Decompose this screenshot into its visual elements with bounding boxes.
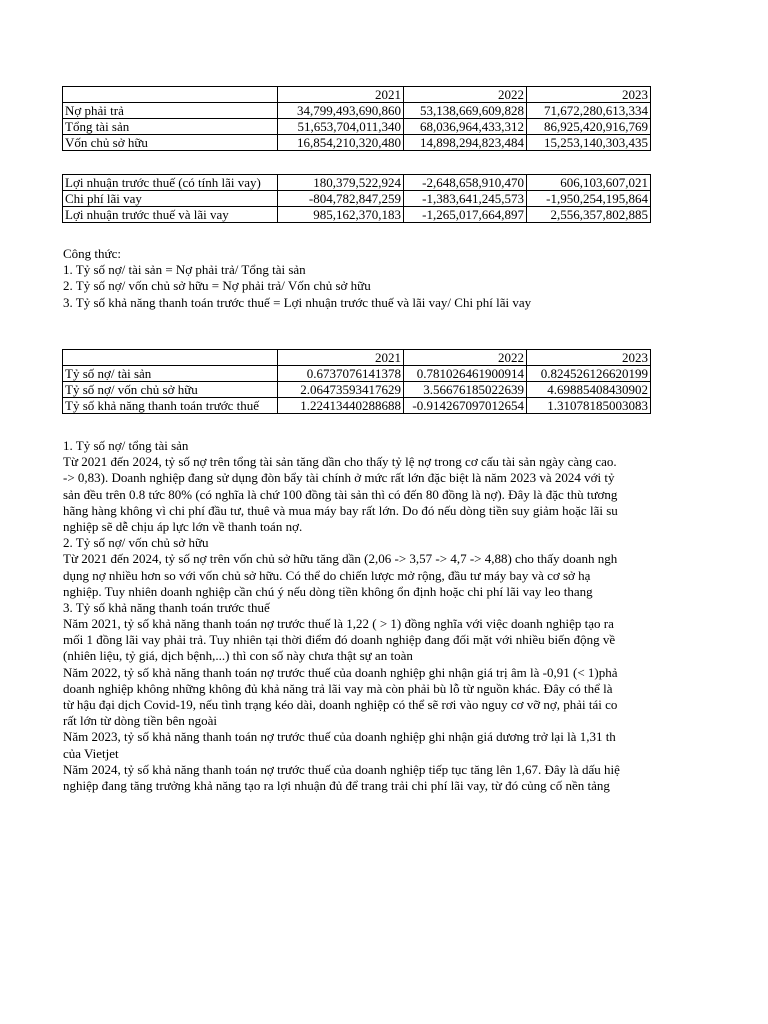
row-label: Tổng tài sản: [63, 119, 278, 135]
value-cell: -2,648,658,910,470: [404, 175, 527, 191]
analysis-line: Năm 2023, tỷ số khả năng thanh toán nợ trước thuế của doanh nghiệp ghi nhận giá dương trở lại là 1,31 th: [63, 729, 616, 745]
value-cell: 14,898,294,823,484: [404, 135, 527, 151]
analysis-line: rất lớn từ dòng tiền bên ngoài: [63, 713, 218, 729]
table-row: [63, 135, 651, 151]
row-label: Chi phí lãi vay: [63, 191, 278, 207]
value-cell: -1,265,017,664,897: [404, 207, 527, 223]
analysis-line: từ hậu đại dịch Covid-19, nếu tình trạng kéo dài, doanh nghiệp có thể sẽ rơi vào nguy cơ vỡ nợ, phải tái co: [63, 697, 618, 712]
formula-line: 1. Tỷ số nợ/ tài sản = Nợ phải trả/ Tổng tài sản: [63, 262, 306, 278]
value-cell: 606,103,607,021: [527, 175, 651, 191]
value-cell: 2,556,357,802,885: [527, 207, 651, 223]
table-header-row: [63, 87, 651, 103]
header-empty-cell: [63, 350, 278, 366]
value-cell: 51,653,704,011,340: [278, 119, 404, 135]
value-cell: -1,950,254,195,864: [527, 191, 651, 207]
formula-title: Công thức:: [63, 246, 121, 261]
value-cell: 1.31078185003083: [527, 398, 651, 414]
analysis-line: dụng nợ nhiều hơn so với vốn chủ sở hữu. Có thể do chiến lược mở rộng, đầu tư máy bay và cơ sở hạ: [63, 567, 591, 583]
analysis-line: Năm 2021, tỷ số khả năng thanh toán nợ trước thuế là 1,22 ( > 1) đồng nghĩa với việc doanh nghiệp tạo ra: [63, 616, 614, 632]
table-row: [63, 175, 651, 191]
row-label: Tỷ số khả năng thanh toán trước thuế: [63, 398, 278, 414]
value-cell: -1,383,641,245,573: [404, 191, 527, 207]
analysis-line: hãng hàng không vì chi phí đầu tư, thuê và mua máy bay rất lớn. Do đó nếu dòng tiền suy giảm hoặc lãi su: [63, 502, 618, 518]
analysis-line: Từ 2021 đến 2024, tỷ số nợ trên tổng tài sản tăng dần cho thấy tỷ lệ nợ trong cơ cấu tài sản ngày càng cao.: [63, 454, 617, 470]
value-cell: 1.22413440288688: [278, 398, 404, 414]
analysis-line: nghiệp đang tăng trưởng khả năng tạo ra lợi nhuận đủ để trang trải chi phí lãi vay, từ đó củng cố nền tảng: [63, 777, 610, 793]
table-row: [63, 103, 651, 119]
year-header: 2022: [404, 87, 527, 103]
year-header: 2022: [404, 350, 527, 366]
value-cell: 71,672,280,613,334: [527, 103, 651, 119]
value-cell: 985,162,370,183: [278, 207, 404, 223]
year-header: 2023: [527, 87, 651, 103]
value-cell: 180,379,522,924: [278, 175, 404, 191]
value-cell: 3.56676185022639: [404, 382, 527, 398]
balance-table: [62, 86, 651, 151]
year-header: 2023: [527, 350, 651, 366]
analysis-line: doanh nghiệp không những không đủ khả năng trả lãi vay mà còn phải bù lỗ từ nguồn khác. Đây có thể là: [63, 680, 613, 696]
value-cell: 15,253,140,303,435: [527, 135, 651, 151]
table-row: [63, 207, 651, 223]
analysis-line: Năm 2022, tỷ số khả năng thanh toán nợ trước thuế của doanh nghiệp ghi nhận giá trị âm là -0,91 (< 1)phả: [63, 664, 618, 680]
table-row: [63, 366, 651, 382]
table-header-row: [63, 350, 651, 366]
analysis-line: Năm 2024, tỷ số khả năng thanh toán nợ trước thuế của doanh nghiệp tiếp tục tăng lên 1,67. Đây là dấu hiệ: [63, 761, 620, 777]
analysis-block: [63, 438, 653, 794]
value-cell: 0.824526126620199: [527, 366, 651, 382]
ratio-table: [62, 349, 651, 414]
value-cell: 16,854,210,320,480: [278, 135, 404, 151]
row-label: Tỷ số nợ/ vốn chủ sở hữu: [63, 382, 278, 398]
value-cell: 53,138,669,609,828: [404, 103, 527, 119]
analysis-line: sản đều trên 0.8 tức 80% (có nghĩa là chứ 100 đồng tài sản thì có đến 80 đồng là nợ). Đây là đặc thù tương: [63, 486, 618, 502]
value-cell: 68,036,964,433,312: [404, 119, 527, 135]
table-row: [63, 382, 651, 398]
row-label: Vốn chủ sở hữu: [63, 135, 278, 151]
year-header: 2021: [278, 87, 404, 103]
value-cell: 0.6737076141378: [278, 366, 404, 382]
value-cell: 86,925,420,916,769: [527, 119, 651, 135]
row-label: Nợ phải trả: [63, 103, 278, 119]
value-cell: -804,782,847,259: [278, 191, 404, 207]
analysis-line: 2. Tỷ số nợ/ vốn chủ sở hữu: [63, 535, 209, 551]
value-cell: 0.781026461900914: [404, 366, 527, 382]
analysis-line: 1. Tỷ số nợ/ tổng tài sản: [63, 438, 189, 453]
analysis-line: nghiệp sẽ dễ chịu áp lực lớn về thanh toán nợ.: [63, 518, 303, 534]
row-label: Lợi nhuận trước thuế và lãi vay: [63, 207, 278, 223]
analysis-line: của Vietjet: [63, 745, 119, 761]
analysis-line: mối 1 đồng lãi vay phải trả. Tuy nhiên tại thời điểm đó doanh nghiệp đang đối mặt với nhiều biến động về: [63, 632, 616, 648]
analysis-line: 3. Tỷ số khả năng thanh toán trước thuế: [63, 599, 270, 615]
value-cell: 2.06473593417629: [278, 382, 404, 398]
year-header: 2021: [278, 350, 404, 366]
formula-line: 3. Tỷ số khả năng thanh toán trước thuế = Lợi nhuận trước thuế và lãi vay/ Chi phí lãi vay: [63, 294, 532, 310]
table-row: [63, 191, 651, 207]
analysis-line: (nhiên liệu, tỷ giá, dịch bệnh,...) thì con số này chưa thật sự an toàn: [63, 648, 413, 664]
analysis-line: -> 0,83). Doanh nghiệp đang sử dụng đòn bẩy tài chính ở mức rất lớn đặc biệt là năm 2023 và 2024 với tỷ: [63, 470, 615, 486]
formula-block: [63, 246, 653, 311]
table-row: [63, 398, 651, 414]
value-cell: 34,799,493,690,860: [278, 103, 404, 119]
header-empty-cell: [63, 87, 278, 103]
analysis-line: Từ 2021 đến 2024, tỷ số nợ trên vốn chủ sở hữu tăng dần (2,06 -> 3,57 -> 4,7 -> 4,88) cho thấy doanh ngh: [63, 551, 618, 567]
table-row: [63, 119, 651, 135]
formula-line: 2. Tỷ số nợ/ vốn chủ sở hữu = Nợ phải trả/ Vốn chủ sở hữu: [63, 278, 371, 294]
analysis-line: nghiệp. Tuy nhiên doanh nghiệp cần chú ý nếu dòng tiền không ổn định hoặc chi phí lãi vay leo thang: [63, 583, 593, 599]
row-label: Lợi nhuận trước thuế (có tính lãi vay): [63, 175, 278, 191]
value-cell: -0.914267097012654: [404, 398, 527, 414]
value-cell: 4.69885408430902: [527, 382, 651, 398]
profit-table: [62, 174, 651, 223]
row-label: Tỷ số nợ/ tài sản: [63, 366, 278, 382]
